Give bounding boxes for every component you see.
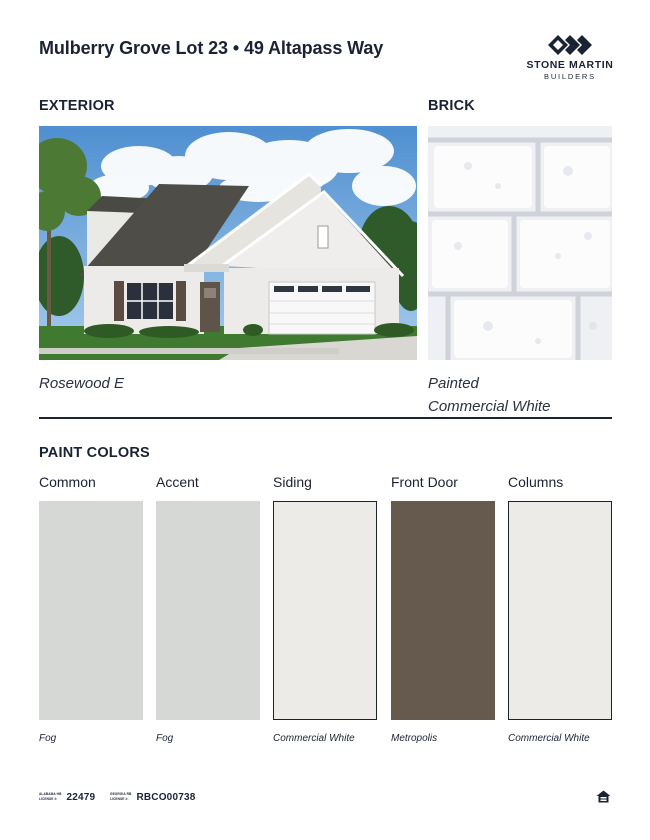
swatch-siding <box>273 501 377 720</box>
section-divider <box>39 417 612 419</box>
swatch-label-columns: Columns <box>508 474 564 490</box>
swatch-accent <box>156 501 260 720</box>
house-exterior-image <box>39 126 417 360</box>
stone-martin-logo <box>520 34 620 81</box>
swatch-name-siding: Commercial White <box>273 733 355 744</box>
brick-heading: BRICK <box>428 98 475 114</box>
paint-colors-heading: PAINT COLORS <box>39 445 150 461</box>
license-georgia <box>110 792 196 803</box>
license1-top-text: ALABAMA HB <box>39 792 62 797</box>
swatch-columns <box>508 501 612 720</box>
license-alabama <box>39 792 95 803</box>
license2-bottom-text: LICENSE #: <box>110 797 129 801</box>
swatch-name-common: Fog <box>39 733 57 744</box>
swatch-name-accent: Fog <box>156 733 174 744</box>
logo-name: STONE MARTIN <box>526 59 614 71</box>
equal-housing-icon <box>596 790 611 808</box>
painted-brick-image <box>428 126 612 360</box>
brick-caption-line1: Painted <box>428 375 479 392</box>
page-title: Mulberry Grove Lot 23 • 49 Altapass Way <box>39 38 384 58</box>
swatch-label-common: Common <box>39 474 96 490</box>
swatch-front-door <box>391 501 495 720</box>
exterior-heading: EXTERIOR <box>39 98 115 114</box>
license2-top-text: GEORGIA RB <box>110 792 132 797</box>
swatch-name-columns: Commercial White <box>508 733 590 744</box>
license2-number: RBCO00738 <box>136 792 196 803</box>
brick-caption-line2: Commercial White <box>428 398 551 415</box>
swatch-label-accent: Accent <box>156 474 199 490</box>
logo-subtitle: BUILDERS <box>544 72 596 81</box>
license1-number: 22479 <box>66 792 96 803</box>
diamond-logo-icon <box>547 34 593 56</box>
swatch-label-siding: Siding <box>273 474 312 490</box>
swatch-name-front-door: Metropolis <box>391 733 438 744</box>
exterior-caption: Rosewood E <box>39 375 125 392</box>
swatch-label-front-door: Front Door <box>391 474 458 490</box>
license1-bottom-text: LICENSE #: <box>39 797 58 801</box>
swatch-common <box>39 501 143 720</box>
